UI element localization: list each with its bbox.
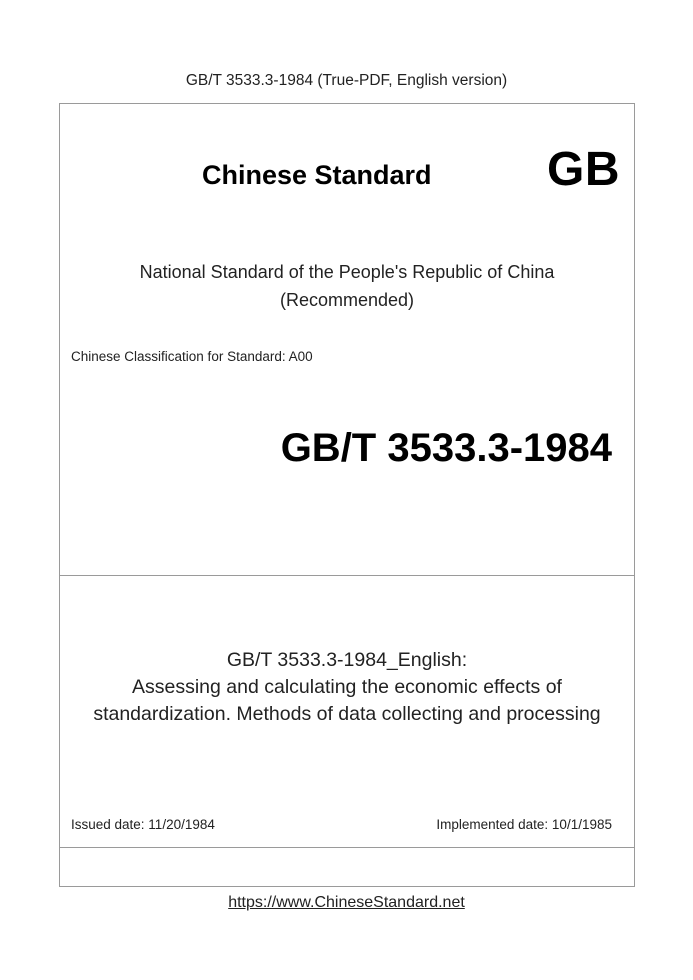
- subtitle-line-2: (Recommended): [279, 290, 415, 310]
- issued-date: Issued date: 11/20/1984: [71, 817, 215, 832]
- cover-top-section: [60, 104, 634, 576]
- subtitle-line-1: National Standard of the People's Republic of China: [139, 262, 555, 282]
- classification: Chinese Classification for Standard: A00: [71, 349, 313, 364]
- cover-frame: [59, 103, 635, 887]
- cover-title-section: [60, 576, 634, 848]
- standard-number: GB/T 3533.3-1984: [280, 426, 612, 470]
- document-title: [60, 647, 634, 728]
- document-title-line-2: Assessing and calculating the economic effects of: [132, 676, 562, 698]
- brand-title: Chinese Standard: [202, 160, 432, 190]
- document-title-line-3: standardization. Methods of data collecting and processing: [93, 703, 601, 725]
- footer-link[interactable]: https://www.ChineseStandard.net: [228, 894, 465, 911]
- document-title-line-1: GB/T 3533.3-1984_English:: [226, 649, 468, 671]
- running-header: GB/T 3533.3-1984 (True-PDF, English version): [185, 72, 508, 89]
- implemented-date: Implemented date: 10/1/1985: [436, 817, 612, 832]
- brand-code: GB: [547, 143, 620, 196]
- subtitle: [60, 258, 634, 314]
